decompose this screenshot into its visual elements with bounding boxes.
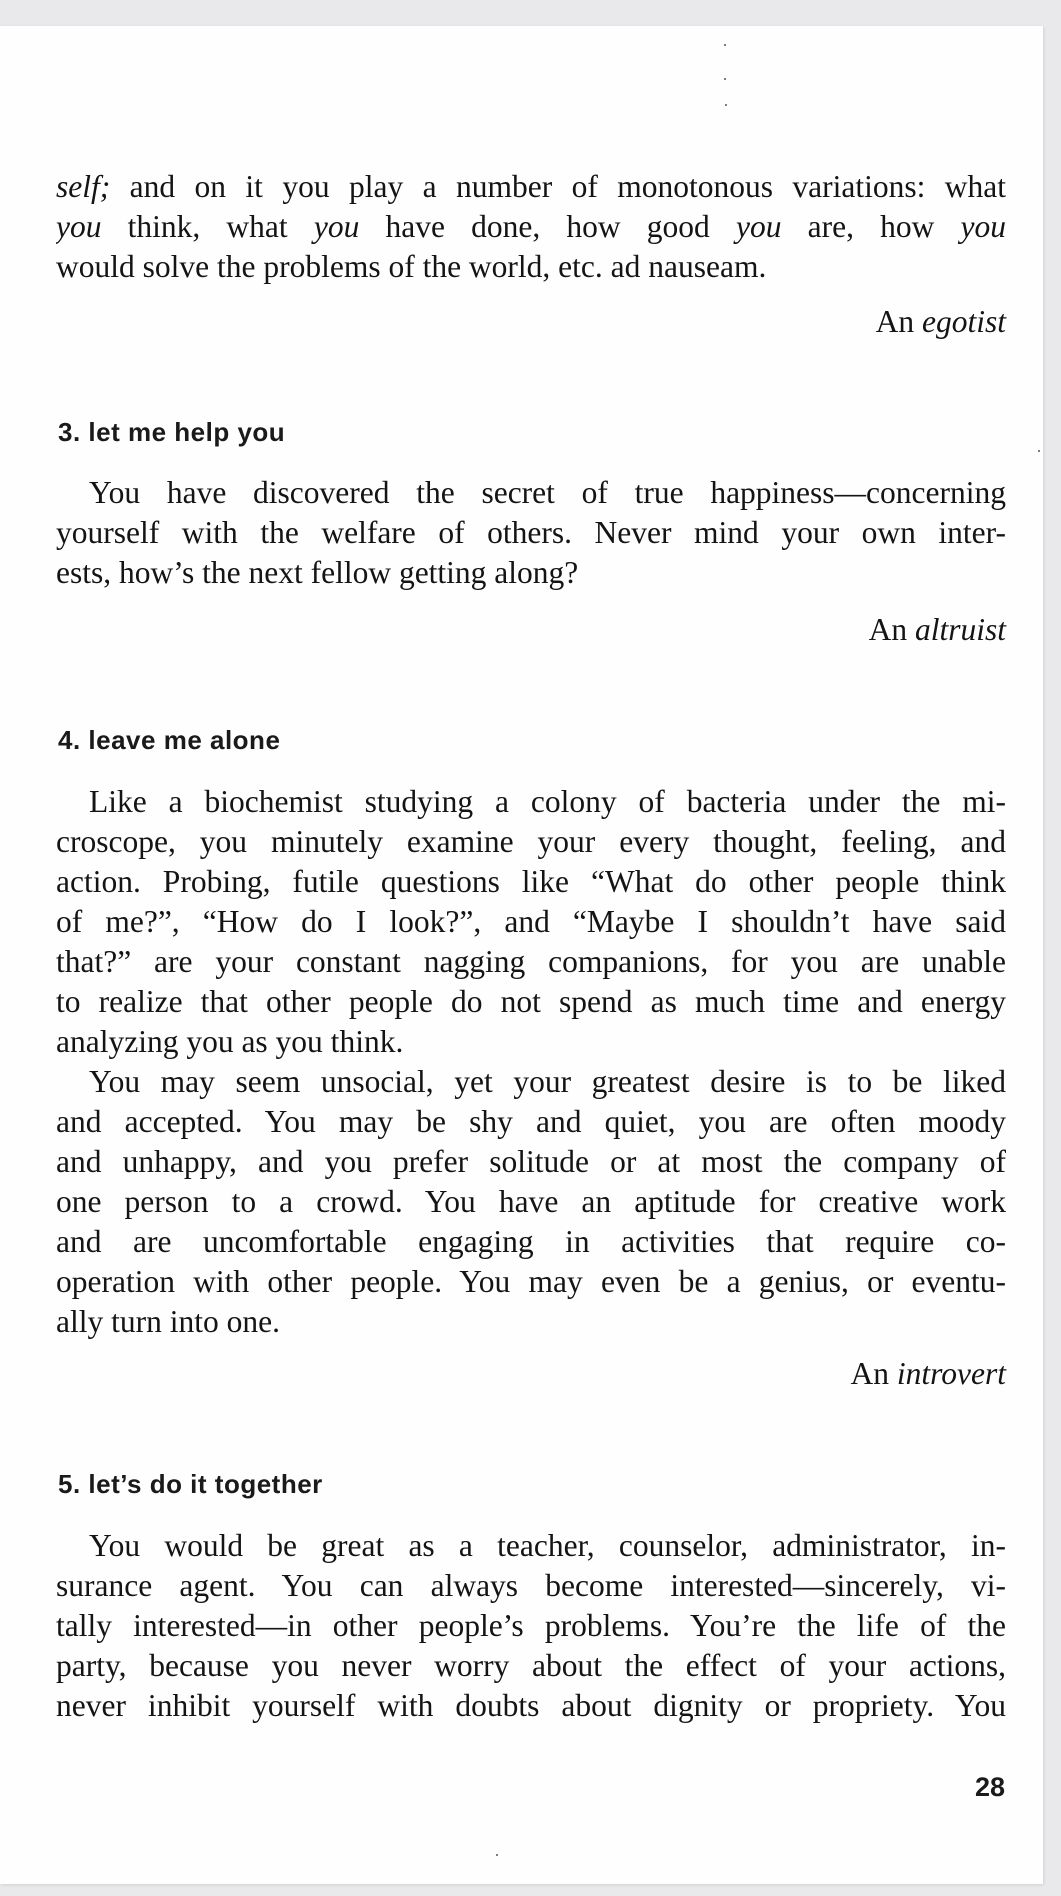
italic-word: you [735,209,782,244]
section-paragraph [56,782,1006,1342]
text-fragment: have done, how good [359,209,736,244]
label-term: introvert [896,1356,1006,1391]
text-line: and are uncomfortable engaging in activities that require co- [56,1224,1006,1259]
scan-speck [496,1854,498,1856]
label-article: An [850,1356,897,1391]
scan-speck [1038,450,1040,452]
text-line: Like a biochemist studying a colony of bacteria under the mi- [89,784,1006,819]
label-article: An [875,304,922,339]
text-line: You have discovered the secret of true happiness—concerning [89,475,1006,510]
book-page [0,26,1043,1884]
text-line: ests, how’s the next fellow getting along? [56,555,579,590]
personality-label [406,302,1006,342]
italic-word: you [960,209,1006,244]
text-line: operation with other people. You may even be a genius, or eventu- [56,1264,1006,1299]
text-line: yourself with the welfare of others. Never mind your own inter- [56,515,1006,550]
section-heading: 4. leave me alone [58,725,281,755]
continuation-paragraph [56,167,1006,287]
text-fragment: are, how [781,209,961,244]
text-fragment: think, what [101,209,314,244]
text-line: analyzing you as you think. [56,1024,404,1059]
italic-word: self; [56,169,111,204]
text-line: of me?”, “How do I look?”, and “Maybe I shouldn’t have said [56,904,1006,939]
section-heading: 5. let’s do it together [58,1469,323,1499]
label-term: egotist [922,304,1006,339]
text-fragment: and on it you play a number of monotonous variations: what [110,169,1006,204]
text-line: croscope, you minutely examine your every thought, feeling, and [56,824,1006,859]
page-number: 28 [974,1772,1005,1802]
text-line: action. Probing, futile questions like “What do other people think [56,864,1006,899]
scan-speck [725,104,727,106]
text-line: You would be great as a teacher, counselor, administrator, in- [89,1528,1006,1563]
italic-word: you [56,209,102,244]
text-line [56,167,1006,207]
personality-label [406,610,1006,650]
text-line [56,207,1006,247]
section-paragraph [56,1526,1006,1726]
text-line: that?” are your constant nagging companions, for you are unable [56,944,1006,979]
text-line: and unhappy, and you prefer solitude or at most the company of [56,1144,1006,1179]
scan-speck [724,78,726,80]
text-line: and accepted. You may be shy and quiet, you are often moody [56,1104,1006,1139]
section-paragraph [56,473,1006,593]
text-line: tally interested—in other people’s problems. You’re the life of the [56,1608,1006,1643]
label-term: altruist [914,612,1006,647]
text-line: to realize that other people do not spend as much time and energy [56,984,1006,1019]
italic-word: you [313,209,360,244]
text-line: ally turn into one. [56,1304,280,1339]
text-line: would solve the problems of the world, etc. ad nauseam. [56,249,767,284]
personality-label [406,1354,1006,1394]
scan-speck [724,44,726,46]
text-line: one person to a crowd. You have an aptitude for creative work [56,1184,1006,1219]
text-line: party, because you never worry about the effect of your actions, [56,1648,1006,1683]
label-article: An [868,612,915,647]
text-line: You may seem unsocial, yet your greatest desire is to be liked [89,1064,1006,1099]
text-line: surance agent. You can always become interested—sincerely, vi- [56,1568,1006,1603]
text-line: never inhibit yourself with doubts about dignity or propriety. You [56,1688,1006,1723]
section-heading: 3. let me help you [58,417,286,447]
